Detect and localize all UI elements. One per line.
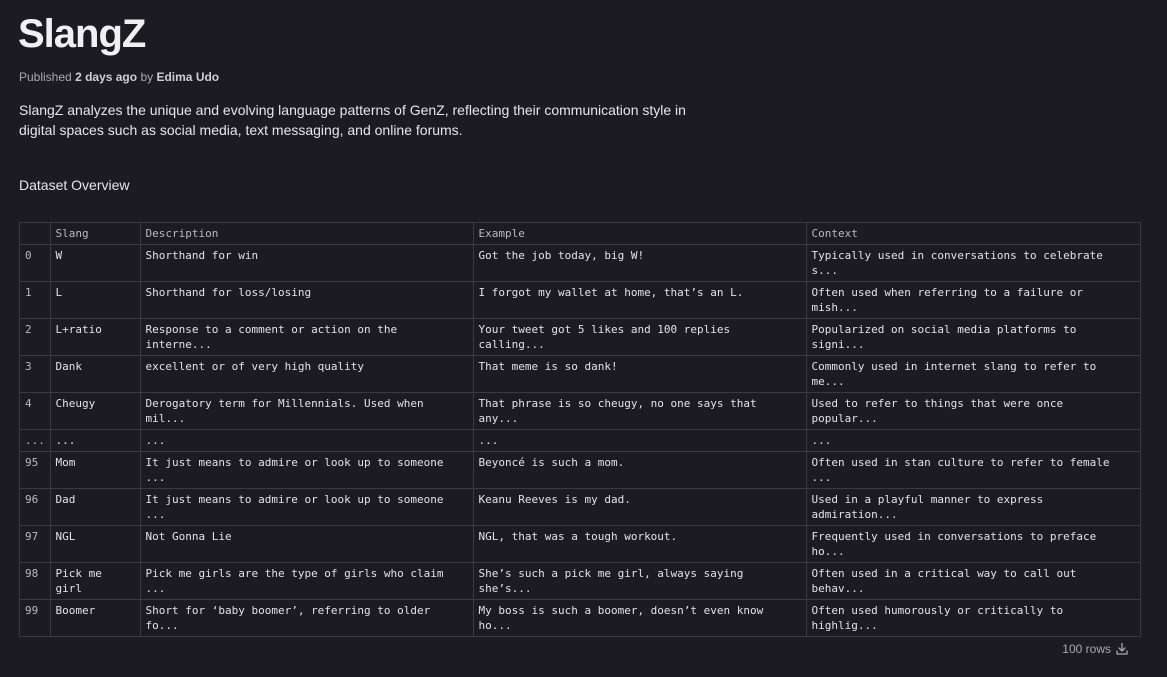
- row-index-cell: 96: [20, 489, 50, 526]
- table-cell: Derogatory term for Millennials. Used when mil...: [140, 393, 473, 430]
- row-index-cell: 0: [20, 245, 50, 282]
- table-cell: Dad: [50, 489, 140, 526]
- table-row: [20, 319, 1140, 356]
- row-index-cell: 1: [20, 282, 50, 319]
- table-cell: Used to refer to things that were once popular...: [806, 393, 1140, 430]
- table-row: [20, 452, 1140, 489]
- table-cell: Short for ‘baby boomer’, referring to older fo...: [140, 600, 473, 637]
- table-row: [20, 356, 1140, 393]
- table-cell: Often used in a critical way to call out behav...: [806, 563, 1140, 600]
- table-cell: excellent or of very high quality: [140, 356, 473, 393]
- table-cell: My boss is such a boomer, doesn’t even know ho...: [473, 600, 806, 637]
- publish-meta: [19, 69, 219, 85]
- table-row: [20, 430, 1140, 452]
- download-icon[interactable]: [1115, 642, 1129, 656]
- table-cell: That phrase is so cheugy, no one says that any...: [473, 393, 806, 430]
- row-index-cell: 3: [20, 356, 50, 393]
- column-header[interactable]: Example: [473, 223, 806, 245]
- row-index-cell: 98: [20, 563, 50, 600]
- row-index-cell: 2: [20, 319, 50, 356]
- dataset-table-container: [19, 222, 1141, 637]
- table-cell: Typically used in conversations to celebrate s...: [806, 245, 1140, 282]
- table-cell: ...: [806, 430, 1140, 452]
- published-time: 2 days ago: [75, 70, 138, 84]
- table-row: [20, 526, 1140, 563]
- table-cell: Often used when referring to a failure or mish...: [806, 282, 1140, 319]
- table-cell: Boomer: [50, 600, 140, 637]
- table-cell: ...: [140, 430, 473, 452]
- page-description: SlangZ analyzes the unique and evolving language patterns of GenZ, reflecting their communication style in digital spaces such as social media, text messaging, and online forums.: [19, 102, 686, 138]
- column-header[interactable]: Context: [806, 223, 1140, 245]
- table-header-row: [20, 223, 1140, 245]
- section-title: Dataset Overview: [19, 177, 130, 193]
- table-cell: Shorthand for win: [140, 245, 473, 282]
- table-cell: It just means to admire or look up to someone ...: [140, 489, 473, 526]
- table-row: [20, 245, 1140, 282]
- row-index-cell: 4: [20, 393, 50, 430]
- table-cell: Frequently used in conversations to preface ho...: [806, 526, 1140, 563]
- table-cell: It just means to admire or look up to someone ...: [140, 452, 473, 489]
- table-cell: Used in a playful manner to express admiration...: [806, 489, 1140, 526]
- page-title: SlangZ: [18, 12, 146, 56]
- column-header[interactable]: Description: [140, 223, 473, 245]
- table-cell: Mom: [50, 452, 140, 489]
- column-header-index[interactable]: [20, 223, 50, 245]
- row-index-cell: ...: [20, 430, 50, 452]
- table-body: [20, 245, 1140, 637]
- table-cell: Shorthand for loss/losing: [140, 282, 473, 319]
- published-label: Published: [19, 70, 72, 84]
- table-cell: ...: [50, 430, 140, 452]
- table-cell: Pick me girls are the type of girls who claim ...: [140, 563, 473, 600]
- table-cell: Often used in stan culture to refer to female ...: [806, 452, 1140, 489]
- table-cell: ...: [473, 430, 806, 452]
- table-row: [20, 563, 1140, 600]
- table-row: [20, 282, 1140, 319]
- table-cell: Not Gonna Lie: [140, 526, 473, 563]
- table-cell: Popularized on social media platforms to signi...: [806, 319, 1140, 356]
- table-cell: Often used humorously or critically to highlig...: [806, 600, 1140, 637]
- table-cell: W: [50, 245, 140, 282]
- row-index-cell: 97: [20, 526, 50, 563]
- table-cell: Beyoncé is such a mom.: [473, 452, 806, 489]
- table-cell: NGL, that was a tough workout.: [473, 526, 806, 563]
- table-cell: L: [50, 282, 140, 319]
- table-cell: L+ratio: [50, 319, 140, 356]
- table-row: [20, 393, 1140, 430]
- table-cell: I forgot my wallet at home, that’s an L.: [473, 282, 806, 319]
- table-footer: [1062, 642, 1129, 656]
- table-cell: Keanu Reeves is my dad.: [473, 489, 806, 526]
- author-name[interactable]: Edima Udo: [156, 70, 220, 84]
- table-cell: Pick me girl: [50, 563, 140, 600]
- by-label: by: [140, 70, 154, 84]
- table-cell: Dank: [50, 356, 140, 393]
- row-count: 100 rows: [1062, 642, 1111, 656]
- table-cell: NGL: [50, 526, 140, 563]
- table-cell: Your tweet got 5 likes and 100 replies calling...: [473, 319, 806, 356]
- table-cell: Response to a comment or action on the interne...: [140, 319, 473, 356]
- table-row: [20, 600, 1140, 637]
- table-cell: Commonly used in internet slang to refer to me...: [806, 356, 1140, 393]
- table-cell: That meme is so dank!: [473, 356, 806, 393]
- dataset-table: [20, 223, 1140, 636]
- table-row: [20, 489, 1140, 526]
- column-header[interactable]: Slang: [50, 223, 140, 245]
- table-cell: She’s such a pick me girl, always saying she’s...: [473, 563, 806, 600]
- row-index-cell: 99: [20, 600, 50, 637]
- table-cell: Got the job today, big W!: [473, 245, 806, 282]
- table-cell: Cheugy: [50, 393, 140, 430]
- row-index-cell: 95: [20, 452, 50, 489]
